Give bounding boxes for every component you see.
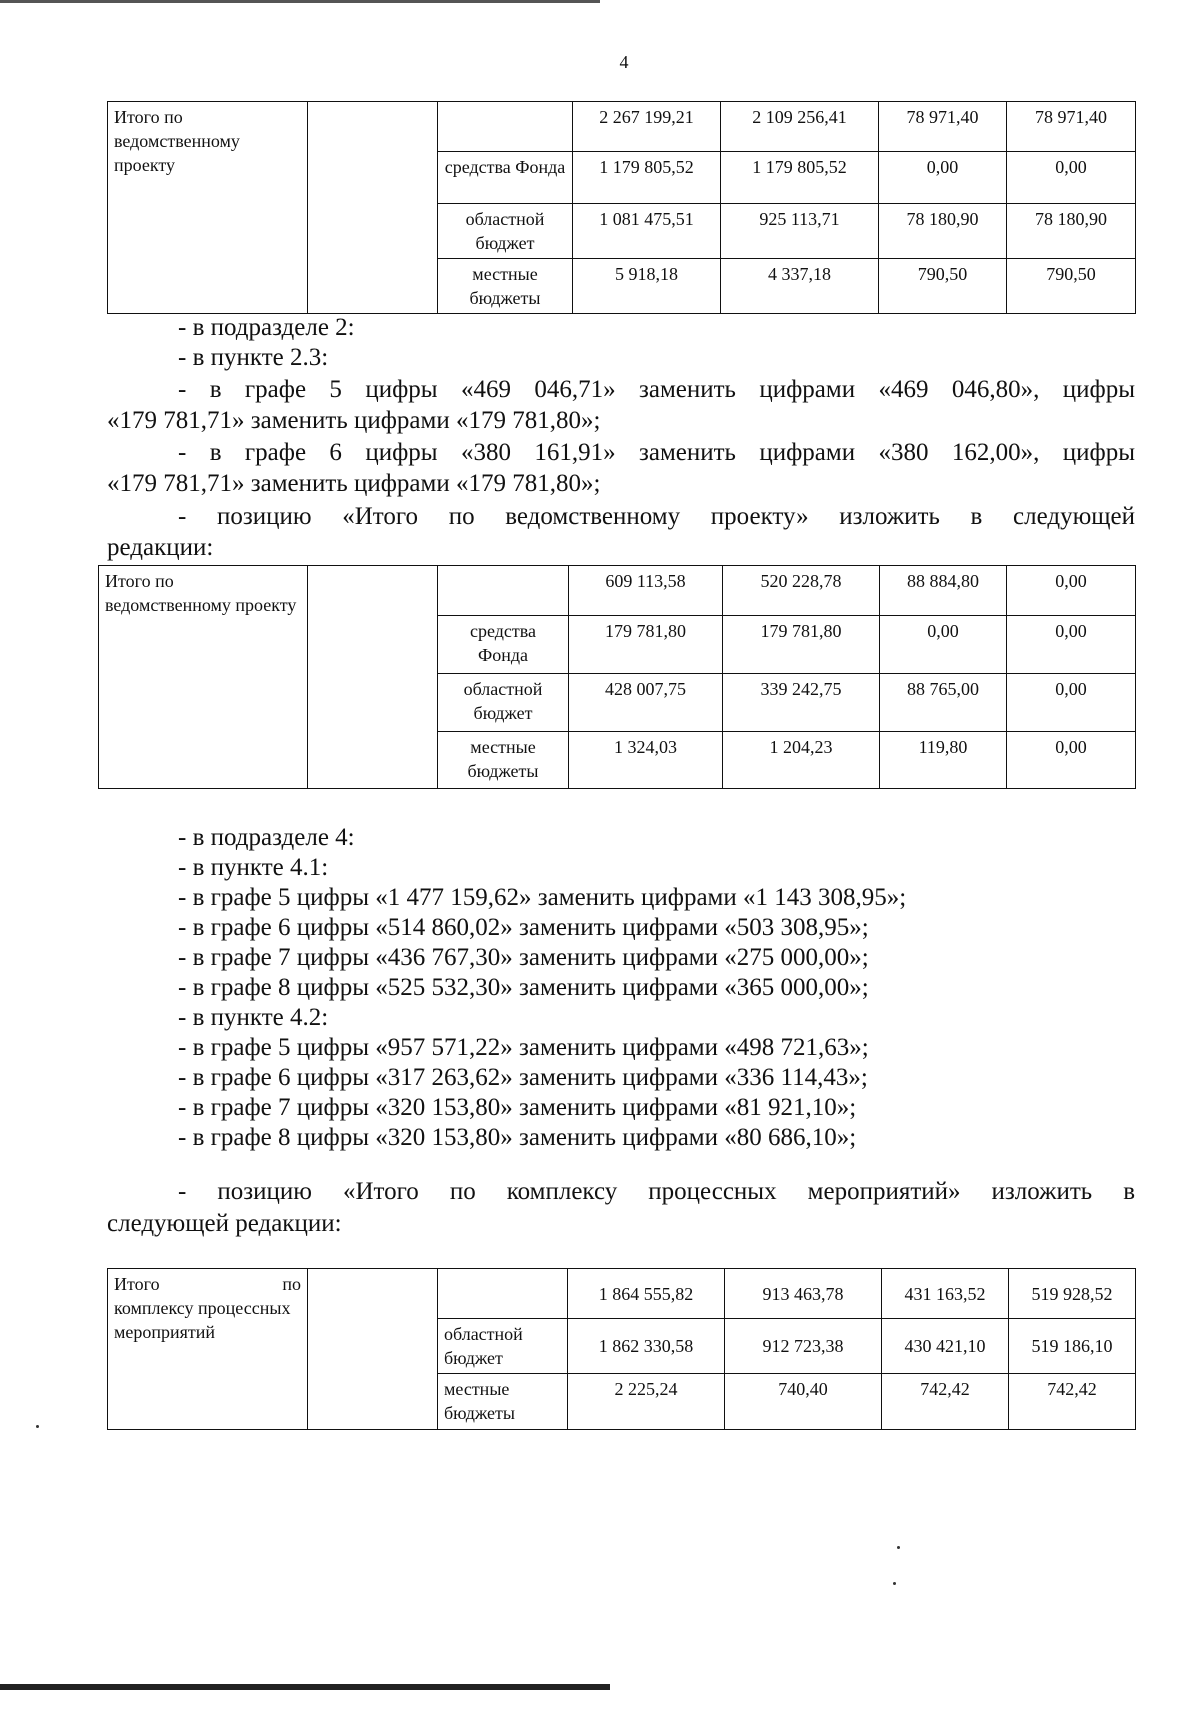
source-cell: местные бюджеты [438, 1374, 568, 1430]
value-cell: 2 109 256,41 [721, 102, 879, 152]
table-process-total [107, 1268, 1136, 1430]
value-cell: 790,50 [879, 259, 1007, 314]
value-cell: 790,50 [1007, 259, 1136, 314]
value-cell: 1 862 330,58 [568, 1319, 725, 1374]
text-line: - в пункте 2.3: [178, 344, 329, 371]
scan-edge-top [0, 0, 600, 3]
table-project-total-2 [98, 565, 1136, 789]
value-cell: 0,00 [879, 152, 1007, 204]
value-cell: 1 179 805,52 [573, 152, 721, 204]
text-line: - в подразделе 2: [178, 314, 355, 341]
source-cell: средства Фонда [438, 616, 569, 674]
row-label [108, 1269, 308, 1430]
value-cell: 2 267 199,21 [573, 102, 721, 152]
row-label: Итого по ведомственному проекту [108, 102, 308, 314]
source-cell [438, 1269, 568, 1319]
value-cell: 78 180,90 [1007, 204, 1136, 259]
text-line: редакции: [107, 534, 214, 561]
table-row [108, 1269, 1136, 1319]
value-cell: 4 337,18 [721, 259, 879, 314]
text-line: - в графе 5 цифры «469 046,71» заменить цифрами «469 046,80», цифры [178, 376, 1135, 403]
text-line: «179 781,71» заменить цифрами «179 781,80»; [107, 407, 601, 434]
value-cell: 428 007,75 [569, 674, 723, 732]
text-line: - в пункте 4.1: [178, 854, 329, 881]
value-cell: 339 242,75 [723, 674, 880, 732]
page-number: 4 [619, 52, 629, 72]
value-cell: 0,00 [1007, 152, 1136, 204]
value-cell: 88 765,00 [880, 674, 1007, 732]
source-cell: областной бюджет [438, 674, 569, 732]
value-cell: 1 324,03 [569, 732, 723, 789]
text-line: - в графе 6 цифры «514 860,02» заменить цифрами «503 308,95»; [178, 914, 869, 941]
value-cell: 925 113,71 [721, 204, 879, 259]
source-cell: средства Фонда [438, 152, 573, 204]
value-cell: 2 225,24 [568, 1374, 725, 1430]
source-cell [438, 566, 569, 616]
value-cell: 0,00 [1007, 616, 1136, 674]
value-cell: 519 186,10 [1009, 1319, 1136, 1374]
row-label: Итого по ведомственному проекту [99, 566, 308, 789]
value-cell: 119,80 [880, 732, 1007, 789]
text-line: - в подразделе 4: [178, 824, 355, 851]
value-cell: 78 971,40 [1007, 102, 1136, 152]
source-cell: местные бюджеты [438, 259, 573, 314]
table-row [99, 566, 1136, 616]
value-cell: 5 918,18 [573, 259, 721, 314]
scan-speck [893, 1582, 896, 1585]
value-cell: 520 228,78 [723, 566, 880, 616]
value-cell: 1 204,23 [723, 732, 880, 789]
empty-cell [308, 566, 438, 789]
text-line: - позицию «Итого по ведомственному проекту» изложить в следующей [178, 503, 1135, 530]
text-line: - позицию «Итого по комплексу процессных мероприятий» изложить в [178, 1178, 1135, 1205]
value-cell: 78 180,90 [879, 204, 1007, 259]
value-cell: 78 971,40 [879, 102, 1007, 152]
value-cell: 0,00 [1007, 674, 1136, 732]
value-cell: 1 179 805,52 [721, 152, 879, 204]
label-word: по [282, 1274, 301, 1294]
value-cell: 519 928,52 [1009, 1269, 1136, 1319]
source-cell: местные бюджеты [438, 732, 569, 789]
text-line: - в графе 6 цифры «317 263,62» заменить цифрами «336 114,43»; [178, 1064, 868, 1091]
text-line: - в графе 8 цифры «525 532,30» заменить цифрами «365 000,00»; [178, 974, 869, 1001]
source-cell [438, 102, 573, 152]
value-cell: 742,42 [882, 1374, 1009, 1430]
text-line: - в графе 8 цифры «320 153,80» заменить цифрами «80 686,10»; [178, 1124, 857, 1151]
value-cell: 913 463,78 [725, 1269, 882, 1319]
value-cell: 430 421,10 [882, 1319, 1009, 1374]
value-cell: 912 723,38 [725, 1319, 882, 1374]
value-cell: 609 113,58 [569, 566, 723, 616]
source-cell: областной бюджет [438, 204, 573, 259]
text-line: - в графе 7 цифры «436 767,30» заменить цифрами «275 000,00»; [178, 944, 869, 971]
text-line: - в графе 5 цифры «1 477 159,62» заменить цифрами «1 143 308,95»; [178, 884, 907, 911]
text-line: следующей редакции: [107, 1210, 342, 1237]
value-cell: 0,00 [1007, 566, 1136, 616]
table-row [108, 102, 1136, 152]
value-cell: 1 864 555,82 [568, 1269, 725, 1319]
label-rest: комплексу процессных мероприятий [114, 1298, 291, 1342]
scan-speck [897, 1546, 900, 1549]
amendment-list [178, 823, 906, 1153]
value-cell: 431 163,52 [882, 1269, 1009, 1319]
value-cell: 179 781,80 [723, 616, 880, 674]
value-cell: 740,40 [725, 1374, 882, 1430]
empty-cell [308, 1269, 438, 1430]
text-line: - в графе 5 цифры «957 571,22» заменить цифрами «498 721,63»; [178, 1034, 869, 1061]
value-cell: 0,00 [880, 616, 1007, 674]
text-line: - в графе 7 цифры «320 153,80» заменить цифрами «81 921,10»; [178, 1094, 857, 1121]
scan-speck [36, 1425, 39, 1428]
text-line: «179 781,71» заменить цифрами «179 781,80»; [107, 470, 601, 497]
value-cell: 88 884,80 [880, 566, 1007, 616]
value-cell: 742,42 [1009, 1374, 1136, 1430]
text-line: - в пункте 4.2: [178, 1004, 329, 1031]
source-cell: областной бюджет [438, 1319, 568, 1374]
label-word: Итого [114, 1274, 160, 1294]
scan-edge-bottom [0, 1684, 610, 1690]
value-cell: 179 781,80 [569, 616, 723, 674]
value-cell: 1 081 475,51 [573, 204, 721, 259]
empty-cell [308, 102, 438, 314]
table-project-total-1 [107, 101, 1136, 314]
value-cell: 0,00 [1007, 732, 1136, 789]
text-line: - в графе 6 цифры «380 161,91» заменить цифрами «380 162,00», цифры [178, 439, 1135, 466]
